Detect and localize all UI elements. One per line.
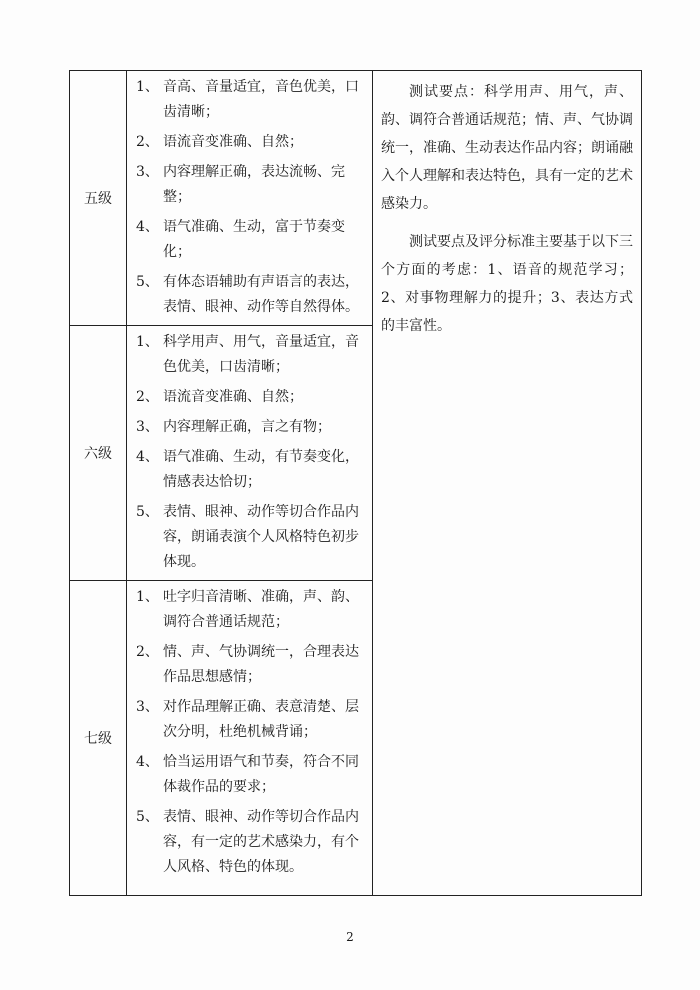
level-label: 六级	[70, 326, 127, 581]
list-item	[136, 215, 366, 265]
item-number: 1、	[136, 334, 159, 350]
item-text: 内容理解正确，言之有物；	[163, 419, 331, 435]
item-number: 1、	[136, 79, 159, 95]
item-text: 科学用声、用气，音量适宜，音色优美，口齿清晰；	[163, 334, 359, 375]
list-item	[136, 805, 366, 880]
notes-paragraph: 测试要点：科学用声、用气，声、韵、调符合普通话规范；情、声、气协调统一，准确、生动表达作品内容；朗诵融入个人理解和表达特色，具有一定的艺术感染力。	[381, 84, 633, 212]
notes-block	[373, 71, 641, 340]
list-item	[136, 270, 366, 320]
list-item	[136, 585, 366, 635]
item-text: 吐字归音清晰、准确，声、韵、调符合普通话规范；	[163, 589, 359, 630]
criteria-list	[127, 71, 372, 320]
notes-cell	[373, 71, 642, 896]
item-number: 3、	[136, 699, 159, 715]
item-text: 有体态语辅助有声语言的表达，表情、眼神、动作等自然得体。	[163, 274, 359, 315]
item-number: 4、	[136, 449, 159, 465]
list-item	[136, 415, 366, 440]
list-item	[136, 500, 366, 575]
item-number: 2、	[136, 389, 159, 405]
level-label: 七级	[70, 581, 127, 896]
criteria-list-cell	[127, 581, 373, 896]
item-number: 3、	[136, 164, 159, 180]
table-row	[70, 71, 642, 326]
item-text: 恰当运用语气和节奏，符合不同体裁作品的要求；	[163, 754, 359, 795]
list-item	[136, 330, 366, 380]
item-text: 音高、音量适宜，音色优美，口齿清晰；	[163, 79, 359, 120]
item-number: 2、	[136, 644, 159, 660]
criteria-list-cell	[127, 71, 373, 326]
item-text: 情、声、气协调统一，合理表达作品思想感情；	[163, 644, 359, 685]
criteria-list-cell	[127, 326, 373, 581]
list-item	[136, 385, 366, 410]
list-item	[136, 160, 366, 210]
item-number: 3、	[136, 419, 159, 435]
level-label: 五级	[70, 71, 127, 326]
notes-paragraph: 测试要点及评分标准主要基于以下三个方面的考虑：1、语音的规范学习；2、对事物理解力的提升；3、表达方式的丰富性。	[381, 234, 633, 334]
item-number: 2、	[136, 134, 159, 150]
item-number: 5、	[136, 809, 159, 825]
item-text: 语流音变准确、自然；	[163, 389, 303, 405]
item-text: 表情、眼神、动作等切合作品内容，朗诵表演个人风格特色初步体现。	[163, 504, 359, 570]
item-text: 内容理解正确，表达流畅、完整；	[163, 164, 345, 205]
list-item	[136, 130, 366, 155]
criteria-table	[69, 70, 642, 896]
page-number: 2	[346, 930, 354, 944]
list-item	[136, 75, 366, 125]
item-text: 对作品理解正确、表意清楚、层次分明，杜绝机械背诵；	[163, 699, 359, 740]
criteria-list	[127, 326, 372, 575]
list-item	[136, 640, 366, 690]
item-number: 5、	[136, 274, 159, 290]
item-number: 5、	[136, 504, 159, 520]
item-text: 语气准确、生动，有节奏变化，情感表达恰切；	[163, 449, 359, 490]
list-item	[136, 445, 366, 495]
list-item	[136, 695, 366, 745]
criteria-list	[127, 581, 372, 880]
item-text: 语流音变准确、自然；	[163, 134, 303, 150]
item-number: 4、	[136, 219, 159, 235]
item-number: 4、	[136, 754, 159, 770]
item-text: 语气准确、生动，富于节奏变化；	[163, 219, 345, 260]
list-item	[136, 750, 366, 800]
item-number: 1、	[136, 589, 159, 605]
item-text: 表情、眼神、动作等切合作品内容，有一定的艺术感染力，有个人风格、特色的体现。	[163, 809, 359, 875]
